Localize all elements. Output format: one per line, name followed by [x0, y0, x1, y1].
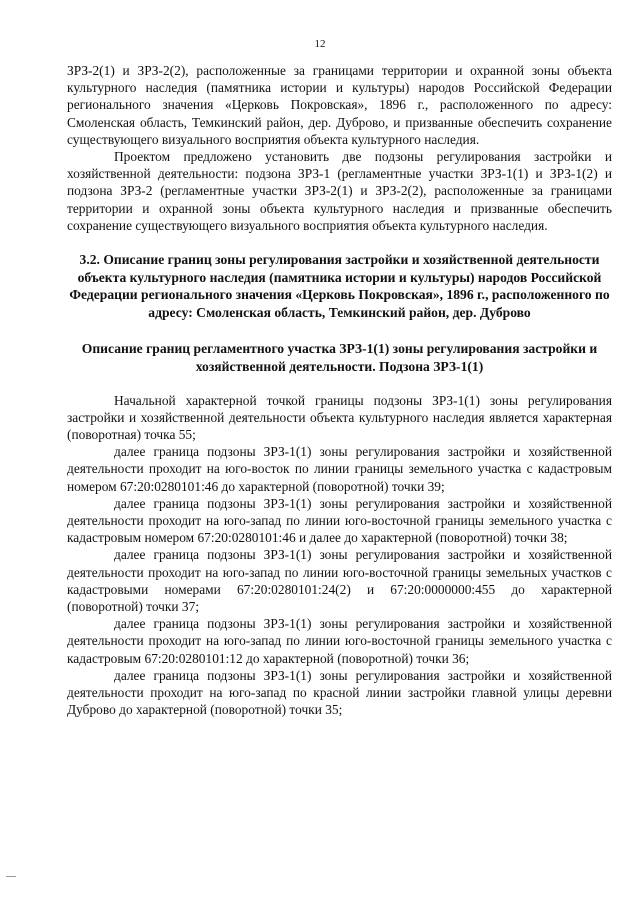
- paragraph-subzones-proposal: Проектом предложено установить две подзоны регулирования застройки и хозяйственной деятельности: подзона ЗРЗ-1 (регламентные участки ЗРЗ-1(1) и ЗРЗ-1(2) и подзона ЗРЗ-2 (регламентные участки ЗРЗ-2(1) и ЗРЗ-2(2), расположенные за границами территории и охранной зоны объекта культурного наследия и призванные обеспечить сохранение существующего визуального восприятия объекта культурного наследия.: [67, 149, 612, 233]
- section-heading: 3.2. Описание границ зоны регулирования застройки и хозяйственной деятельности объекта культурного наследия (памятника истории и культуры) народов Российской Федерации регионального значения «Церковь Покровская», 1896 г., расположенного по адресу: Смоленская область, Темкинский район, дер. Дуброво: [69, 252, 610, 320]
- paragraph-continuation: ЗРЗ-2(1) и ЗРЗ-2(2), расположенные за границами территории и охранной зоны объекта культурного наследия (памятника истории и культуры) народов Российской Федерации регионального значения «Церковь Покровская», 1896 г., расположенного по адресу: Смоленская область, Темкинский район, дер. Дуброво, и призванные обеспечить сохранение существующего визуального восприятия объекта культурного наследия.: [67, 63, 612, 147]
- boundary-paragraph: Начальной характерной точкой границы подзоны ЗРЗ-1(1) зоны регулирования застройки и хозяйственной деятельности объекта культурного наследия является характерная (поворотная) точка 55;: [67, 392, 612, 442]
- boundary-paragraph: далее граница подзоны ЗРЗ-1(1) зоны регулирования застройки и хозяйственной деятельности проходит на юго-запад по линии юго-восточной границы земельных участков с кадастровыми номерами 67:20:0280101:24(2) и 67:20:0000000:455 до характерной (поворотной) точки 37;: [67, 547, 612, 615]
- page-content: [67, 62, 612, 718]
- boundary-paragraph: далее граница подзоны ЗРЗ-1(1) зоны регулирования застройки и хозяйственной деятельности проходит на юго-запад по линии юго-восточной границы земельного участка с кадастровым 67:20:0280101:12 до характерной (поворотной) точки 36;: [67, 616, 612, 666]
- subsection-heading: Описание границ регламентного участка ЗРЗ-1(1) зоны регулирования застройки и хозяйственной деятельности. Подзона ЗРЗ-1(1): [81, 341, 598, 374]
- boundary-paragraph: далее граница подзоны ЗРЗ-1(1) зоны регулирования застройки и хозяйственной деятельности проходит на юго-запад по линии юго-восточной границы земельного участка с кадастровым номером 67:20:0280101:46 и далее до характерной (поворотной) точки 38;: [67, 495, 612, 546]
- boundary-paragraph: далее граница подзоны ЗРЗ-1(1) зоны регулирования застройки и хозяйственной деятельности проходит на юго-запад по красной линии застройки главной улицы деревни Дуброво до характерной (поворотной) точки 35;: [67, 667, 612, 718]
- scan-edge-mark: [6, 876, 16, 877]
- page-number: 12: [314, 38, 326, 50]
- boundary-paragraph: далее граница подзоны ЗРЗ-1(1) зоны регулирования застройки и хозяйственной деятельности проходит на юго-восток по линии границы земельного участка с кадастровым номером 67:20:0280101:46 до характерной (поворотной) точки 39;: [67, 444, 612, 494]
